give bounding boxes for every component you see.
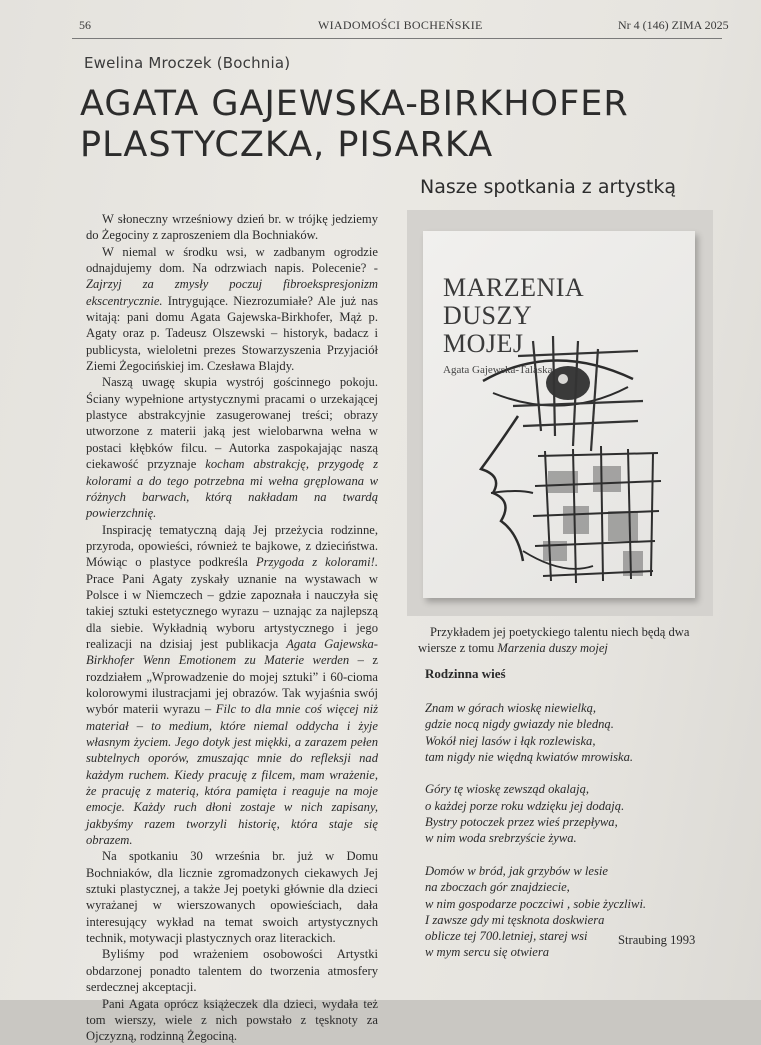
article-author: Ewelina Mroczek (Bochnia) [84, 54, 291, 72]
paragraph-text: Prace Pani Agaty zyskały uznanie na wystawach w Polsce i w Niemczech – gdzie zapoznała i nauczyła się takiej sztuki estetycznego wyrazu – uznając za najlepszą dla siebie. Wykładnią wyboru artystycznego i jego realizacji na dzisiaj jest publikacja [86, 571, 378, 651]
article-title-line1: AGATA GAJEWSKA-BIRKHOFER [80, 84, 629, 124]
cover-title-line3: MOJEJ [443, 329, 524, 358]
article-paragraph [86, 244, 378, 375]
poem-line: tam nigdy nie więdną kwiatów mrowiska. [425, 749, 634, 764]
paragraph-text: Byliśmy pod wrażeniem osobowości Artystki obdarzonej ponadto talentem do tworzenia atmosfery serdecznej akceptacji. [86, 947, 378, 995]
book-cover [423, 231, 695, 598]
italic-quote: Agata Gajewska-Birkhofer Wenn Emotionem zu Materie werden [86, 636, 378, 668]
book-cover-photo [407, 210, 713, 616]
italic-quote: Zajrzyj za zmysły poczuj fibroekspresjonizm ekscentrycznie. [86, 277, 378, 308]
article-title-line2: PLASTYCZKA, PISARKA [80, 125, 494, 165]
article-paragraph [86, 996, 378, 1045]
paragraph-text: Na spotkaniu 30 września br. już w Domu Bochniaków, dla licznie zgromadzonych ciekawych Jej sztuki plastycznej, a także Jej poetyki głównie dla dzieci wyrażanej w wierszowanych opowieściach, dała interesujący wykład na temat swoich artystycznych technik, motywacji plastycznych oraz literackich. [86, 849, 378, 946]
poem-line: w mym sercu się otwiera [425, 945, 550, 960]
article-paragraph [86, 522, 378, 849]
poem-line: na zboczach gór znajdziecie, [425, 880, 570, 895]
page-number: 56 [79, 18, 91, 32]
poem-signoff: Straubing 1993 [618, 933, 696, 947]
italic-quote: kocham abstrakcję, przygodę z kolorami a do tego potrzebna mi wełna gręplowana w różnych barwach, którą nakładam na twardą powierzchnię. [86, 457, 378, 521]
article-subtitle: Nasze spotkania z artystką [420, 176, 676, 198]
article-paragraph [86, 374, 378, 521]
article-paragraph [86, 946, 378, 995]
publication-name: WIADOMOŚCI BOCHEŃSKIE [318, 18, 483, 32]
poem-line: Wokół niej lasów i łąk rozlewiska, [425, 733, 596, 748]
paragraph-text: Inspirację tematyczną dają Jej przeżycia rodzinne, przyroda, opowieści, również te bajkowe, z dzieciństwa. Mówiąc o plastyce podkreśla [86, 522, 378, 570]
poem-line: o każdej porze roku wdzięku jej dodają. [425, 798, 625, 813]
poem-line: w nim woda srebrzyście żywa. [425, 831, 577, 846]
caption-text: Przykładem jej poetyckiego talentu niech będą dwa wiersze z tomu [418, 625, 690, 655]
italic-quote: Filc to dla mnie coś więcej niż materiał – to medium, które niemal oddycha i żyje własnym życiem. Jego dotyk jest miękki, a zarazem pełen subtelnych oporów, zmuszając mnie do refleksji nad każdym ruchem. Kiedy pracuję z filcem, mam wrażenie, że pracuję z materią, która pamięta i reaguje na moje emocje. Każdy ruch dłoni zostaje w nich zapisany, jakbyśmy razem tworzyli historię, która staje się obrazem. [86, 702, 378, 848]
cover-author: Agata Gajewska-Talaska [443, 364, 553, 376]
cover-title-line1: MARZENIA [443, 273, 585, 302]
paragraph-text: Intrygujące. Niezrozumiałe? Ale już nas witają: pani domu Agata Gajewska-Birkhofer, Mąż p. Agaty oraz p. Tadeusz Olszewski – historyk, badacz i publicysta, wieloletni prezes Stowarzyszenia Przyjaciół Ziemi Żegocińskiej im. Czesława Blajdy. [86, 293, 378, 374]
poem-line: I zawsze gdy mi tęsknota doskwiera [425, 912, 605, 927]
poem-title: Rodzinna wieś [425, 666, 506, 681]
photo-caption [418, 624, 718, 656]
poem-stanza [425, 781, 725, 846]
header-rule [72, 38, 722, 39]
paragraph-text: Pani Agata oprócz książeczek dla dzieci, wydała też tom wierszy, wiele z nich powstało z tęsknoty za Ojczyzną, rodzinną Żegociną. [86, 996, 378, 1044]
poem-line: Góry tę wioskę zewsząd okalają, [425, 782, 590, 797]
poem-line: Znam w górach wioskę niewielką, [425, 701, 597, 715]
poem-line: Bystry potoczek przez wieś przepływa, [425, 815, 618, 830]
italic-quote: Przygoda z kolorami!. [255, 555, 378, 570]
poem-line: oblicze tej 700.letniej, starej wsi [425, 929, 588, 944]
poem-line: Domów w bród, jak grzybów w lesie [425, 863, 608, 878]
poem-line: w nim gospodarze poczciwi , sobie życzliwi. [425, 896, 647, 911]
paragraph-text: W niemal w środku wsi, w zadbanym ogrodzie odnajdujemy dom. Na odrzwiach napis. Polecenie? - [86, 244, 378, 276]
paragraph-text: – z rozdziałem „Wprowadzenie do mojej sztuki” i 60-cioma kolorowymi ilustracjami jej obrazów. Tak wyjaśnia swój wybór materii wyrazu – [86, 653, 378, 717]
article-paragraph [86, 848, 378, 946]
paragraph-text: W słoneczny wrześniowy dzień br. w trójkę jedziemy do Żegociny z zaproszeniem dla Bochniaków. [86, 212, 378, 243]
cover-title-line2: DUSZY [443, 301, 533, 330]
article-paragraph [86, 211, 378, 244]
article-body [86, 211, 378, 1045]
poem-stanza [425, 700, 725, 765]
issue-info: Nr 4 (146) ZIMA 2025 [618, 18, 729, 32]
poem-line: gdzie nocą nigdy gwiazdy nie bledną. [425, 717, 614, 732]
paragraph-text: Naszą uwagę skupia wystrój gościnnego pokoju. Ściany wypełnione artystycznymi pracami o urzekającej plastyce abstrakcyjnie zasugerowanej treści; obrazy utworzone z materii jaką jest wielobarwna wełna w postaci kłębków filcu. – Autorka zaspokajając naszą ciekawość przyznaje [86, 375, 378, 472]
caption-book-title: Marzenia duszy mojej [497, 641, 608, 655]
